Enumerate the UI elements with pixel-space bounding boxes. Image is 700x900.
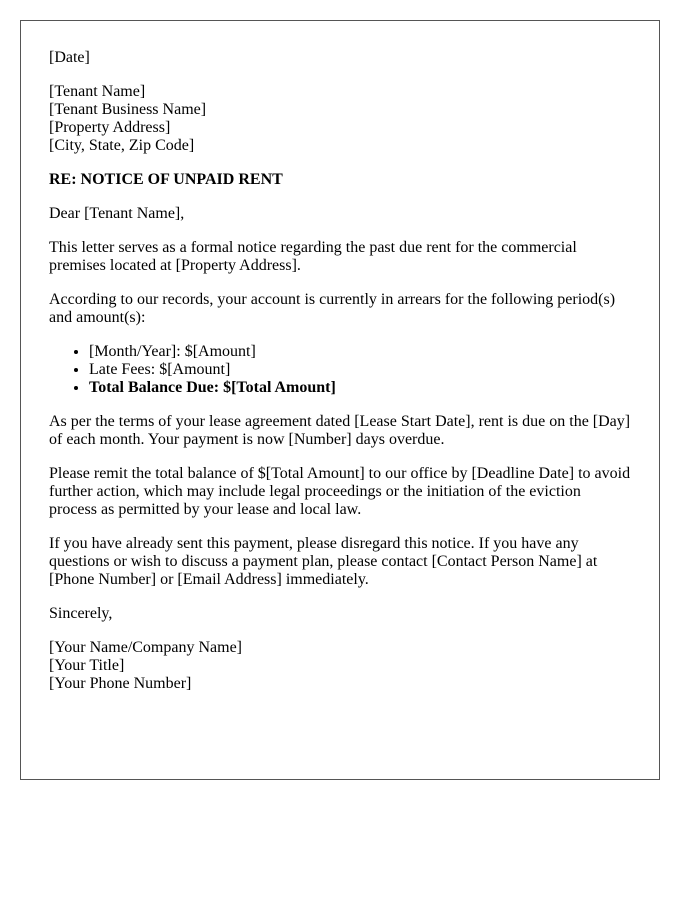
signature-block — [49, 639, 631, 693]
period-amount-item: • [Month/Year]: $[Amount] — [89, 343, 631, 361]
already-paid-paragraph: If you have already sent this payment, please disregard this notice. If you have any questions or wish to discuss a payment plan, please contact [Contact Person Name] at [Phone Number] or [Email Address] immediately. — [49, 535, 598, 588]
salutation: Dear [Tenant Name], — [49, 205, 185, 222]
signer-name: [Your Name/Company Name] — [49, 639, 243, 656]
signer-phone: [Your Phone Number] — [49, 675, 192, 692]
subject-line: RE: NOTICE OF UNPAID RENT — [49, 171, 283, 188]
subject-block — [49, 171, 631, 189]
city-state-zip: [City, State, Zip Code] — [49, 137, 195, 154]
lease-terms-paragraph: As per the terms of your lease agreement dated [Lease Start Date], rent is due on the [Day] of each month. Your payment is now [Number] days overdue. — [49, 413, 631, 448]
date-block — [49, 49, 631, 67]
tenant-business-name: [Tenant Business Name] — [49, 101, 207, 118]
amounts-list — [49, 343, 631, 397]
closing: Sincerely, — [49, 605, 113, 622]
letter-date: [Date] — [49, 49, 90, 66]
remit-paragraph: Please remit the total balance of $[Total Amount] to our office by [Deadline Date] to avoid further action, which may include legal proceedings or the initiation of the eviction process as permitted by your lease and local law. — [49, 465, 631, 518]
records-paragraph: According to our records, your account is currently in arrears for the following period(s) and amount(s): — [49, 291, 616, 326]
signer-title: [Your Title] — [49, 657, 125, 674]
total-balance-item: • Total Balance Due: $[Total Amount] — [89, 379, 631, 397]
property-address: [Property Address] — [49, 119, 171, 136]
recipient-address-block — [49, 83, 631, 155]
tenant-name: [Tenant Name] — [49, 83, 146, 100]
intro-paragraph: This letter serves as a formal notice regarding the past due rent for the commercial premises located at [Property Address]. — [49, 239, 577, 274]
late-fees-item: • Late Fees: $[Amount] — [89, 361, 631, 379]
letter-page — [20, 20, 660, 780]
